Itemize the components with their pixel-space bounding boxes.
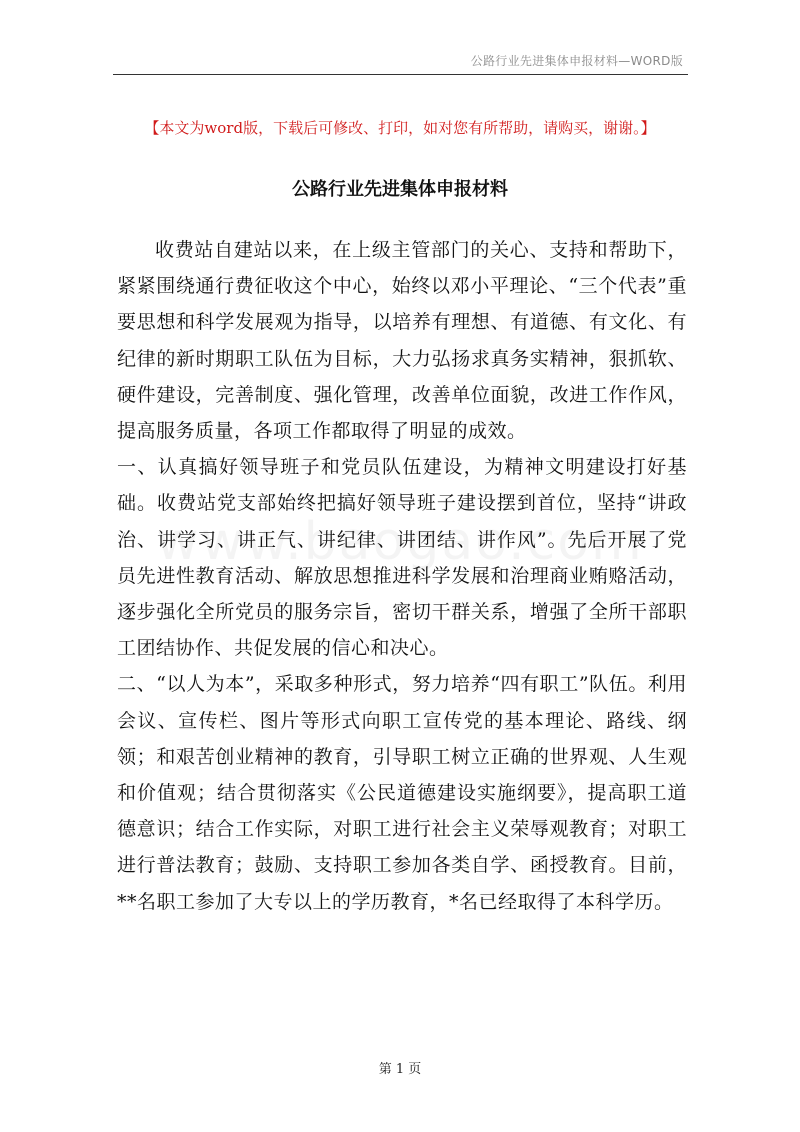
purchase-notice: 【本文为word版，下载后可修改、打印，如对您有所帮助，请购买，谢谢。】 bbox=[144, 119, 656, 137]
section-one-paragraph: 一、认真搞好领导班子和党员队伍建设，为精神文明建设打好基础。收费站党支部始终把搞好领导班子建设摆到首位，坚持“讲政治、讲学习、讲正气、讲纪律、讲团结、讲作风”。先后开展了党员先进性教育活动、解放思想推进科学发展和治理商业贿赂活动，逐步强化全所党员的服务宗旨，密切干群关系，增强了全所干部职工团结协作、共促发展的信心和决心。 bbox=[117, 456, 687, 660]
page-number: 第 1 页 bbox=[378, 1062, 422, 1077]
document-body bbox=[117, 232, 687, 920]
header-divider bbox=[113, 74, 688, 75]
intro-paragraph: 收费站自建站以来，在上级主管部门的关心、支持和帮助下，紧紧围绕通行费征收这个中心，始终以邓小平理论、“三个代表”重要思想和科学发展观为指导，以培养有理想、有道德、有文化、有纪律的新时期职工队伍为目标，大力弘扬求真务实精神，狠抓软、硬件建设，完善制度、强化管理，改善单位面貌，改进工作作风，提高服务质量，各项工作都取得了明显的成效。 bbox=[117, 239, 687, 443]
running-header: 公路行业先进集体申报材料—WORD版 bbox=[470, 54, 683, 68]
section-two-paragraph: 二、“以人为本”，采取多种形式，努力培养“四有职工”队伍。利用会议、宣传栏、图片等形式向职工宣传党的基本理论、路线、纲领；和艰苦创业精神的教育，引导职工树立正确的世界观、人生观和价值观；结合贯彻落实《公民道德建设实施纲要》，提高职工道德意识；结合工作实际，对职工进行社会主义荣辱观教育；对职工进行普法教育；鼓励、支持职工参加各类自学、函授教育。目前，**名职工参加了大专以上的学历教育，*名已经取得了本科学历。 bbox=[117, 673, 687, 913]
document-title: 公路行业先进集体申报材料 bbox=[292, 179, 508, 200]
